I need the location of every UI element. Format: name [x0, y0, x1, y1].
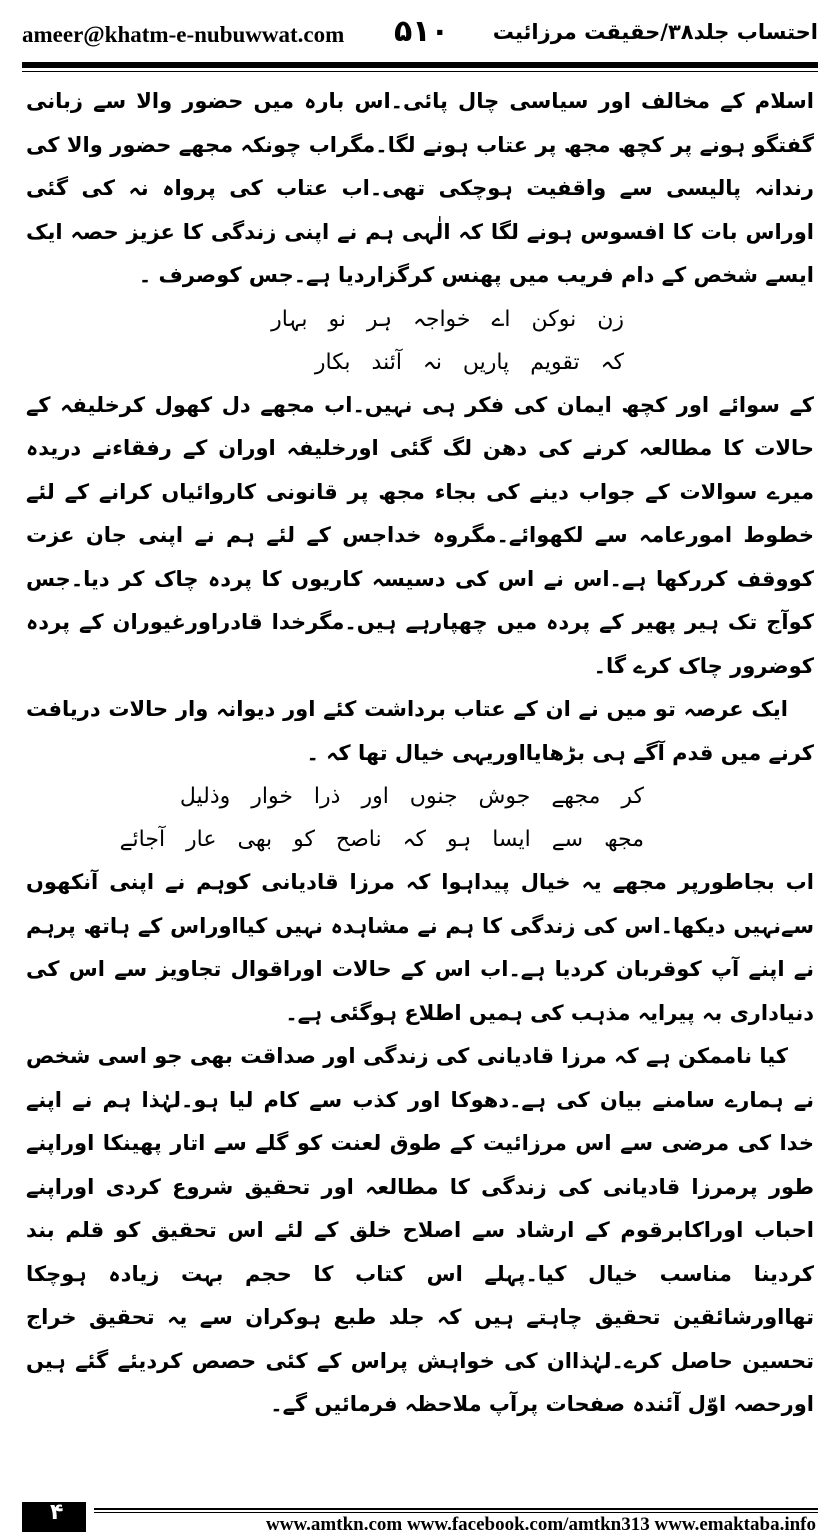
- header-page-number: ۵۱۰: [394, 14, 449, 49]
- footer-rule: [94, 1508, 818, 1510]
- verse-line: کر مجھے جوش جنوں اور ذرا خوار وذلیل: [179, 784, 644, 809]
- footer-rule-thin: [94, 1512, 818, 1513]
- verse-line: مجھ سے ایسا ہو کہ ناصح کو بھی عار آجائے: [119, 827, 644, 852]
- verse-couplet-1: [26, 298, 814, 384]
- paragraph-5: کیا ناممکن ہے کہ مرزا قادیانی کی زندگی اور صداقت بھی جو اسی شخص نے ہمارے سامنے بیان کی ہے۔دھوکا اور کذب سے کام لیا ہو۔لہٰذا ہم نے اپنے خدا کی مرضی سے اس مرزائیت کے طوق لعنت کو گلے سے اتار پھینکا اوراپنے طور پرمرزا قادیانی کی زندگی کا مطالعہ اور تحقیق شروع کردی اوراپنے احباب اوراکابرقوم کے ارشاد سے اصلاح خلق کے لئے اس تحقیق کو قلم بند کردینا مناسب خیال کیا۔پہلے اس کتاب کا حجم بہت زیادہ ہوچکا تھااورشائقین تحقیق چاہتے ہیں کہ جلد طبع ہوکران سے یہ تحقیق خراج تحسین حاصل کرے۔لہٰذاان کی خواہش پراس کے کئی حصص کردیئے گئے ہیں اورحصہ اوّل آئندہ صفحات پرآپ ملاحظہ فرمائیں گے۔: [26, 1044, 814, 1416]
- paragraph-2: کے سوائے اور کچھ ایمان کی فکر ہی نہیں۔اب مجھے دل کھول کرخلیفہ کے حالات کا مطالعہ کرنے کی دھن لگ گئی اورخلیفہ اوران کے رفقاءنے دریدہ میرے سوالات کے جواب دینے کی بجاء مجھ پر قانونی کاروائیاں کرانے کے لئے خطوط امورعامہ سے لکھوائے۔مگروہ خداجس کے لئے ہم نے اپنی جان عزت کووقف کررکھا ہے۔اس نے اس کی دسیسہ کاریوں کا پردہ چاک کر دیا۔جس کوآج تک ہیر پھیر کے پردہ میں چھپارہے ہیں۔مگرخدا قادراورغیوران کے پردہ کوضرور چاک کرے گا۔: [26, 392, 814, 678]
- header-rule-thin: [22, 71, 818, 72]
- header-running-title: احتساب جلد۳۸/حقیقت مرزائیت: [492, 20, 818, 44]
- page-body: [26, 80, 814, 1427]
- paragraph-3: ایک عرصہ تو میں نے ان کے عتاب برداشت کئے اور دیوانہ وار حالات دریافت کرنے میں قدم آگے ہی بڑھایااوریہی خیال تھا کہ ۔: [26, 697, 814, 765]
- paragraph-1: اسلام کے مخالف اور سیاسی چال پائی۔اس بارہ میں حضور والا سے زبانی گفتگو ہونے پر کچھ مجھ پر عتاب ہونے لگا۔مگراب چونکہ مجھے حضور والا کی رندانہ پالیسی سے واقفیت ہوچکی تھی۔اب عتاب کی پرواہ نہ کی گئی اوراس بات کا افسوس ہونے لگا کہ الٰہی ہم نے اپنی زندگی کا عزیز حصہ ایک ایسے شخص کے دام فریب میں پھنس کرگزاردیا ہے۔جس کوصرف ۔: [26, 89, 814, 287]
- page-footer: [22, 1502, 818, 1536]
- page-header: [22, 14, 818, 58]
- footer-website-links: www.amtkn.com www.facebook.com/amtkn313 www.emaktaba.info: [266, 1514, 816, 1535]
- header-rule-thick: [22, 62, 818, 68]
- header-email: ameer@khatm-e-nubuwwat.com: [22, 22, 345, 47]
- verse-couplet-2: [26, 775, 814, 861]
- verse-line: کہ تقویم پاریں نہ آئند بکار: [314, 349, 624, 375]
- footer-page-box: [22, 1502, 86, 1532]
- footer-page-number: ۴: [50, 1500, 64, 1525]
- paragraph-4: اب بجاطورپر مجھے یہ خیال پیداہوا کہ مرزا قادیانی کوہم نے اپنی آنکھوں سےنہیں دیکھا۔اس کی زندگی کا ہم نے مشاہدہ نہیں کیااوراس کے ہاتھ پرہم نے اپنے آپ کوقربان کردیا ہے۔اب اس کے حالات اوراقوال تجاویز سے اس کی دنیاداری بہ پیرایہ مذہب کی ہمیں اطلاع ہوگئی ہے۔: [26, 870, 814, 1025]
- verse-line: زن نوکن اے خواجہ ہر نو بہار: [271, 306, 624, 332]
